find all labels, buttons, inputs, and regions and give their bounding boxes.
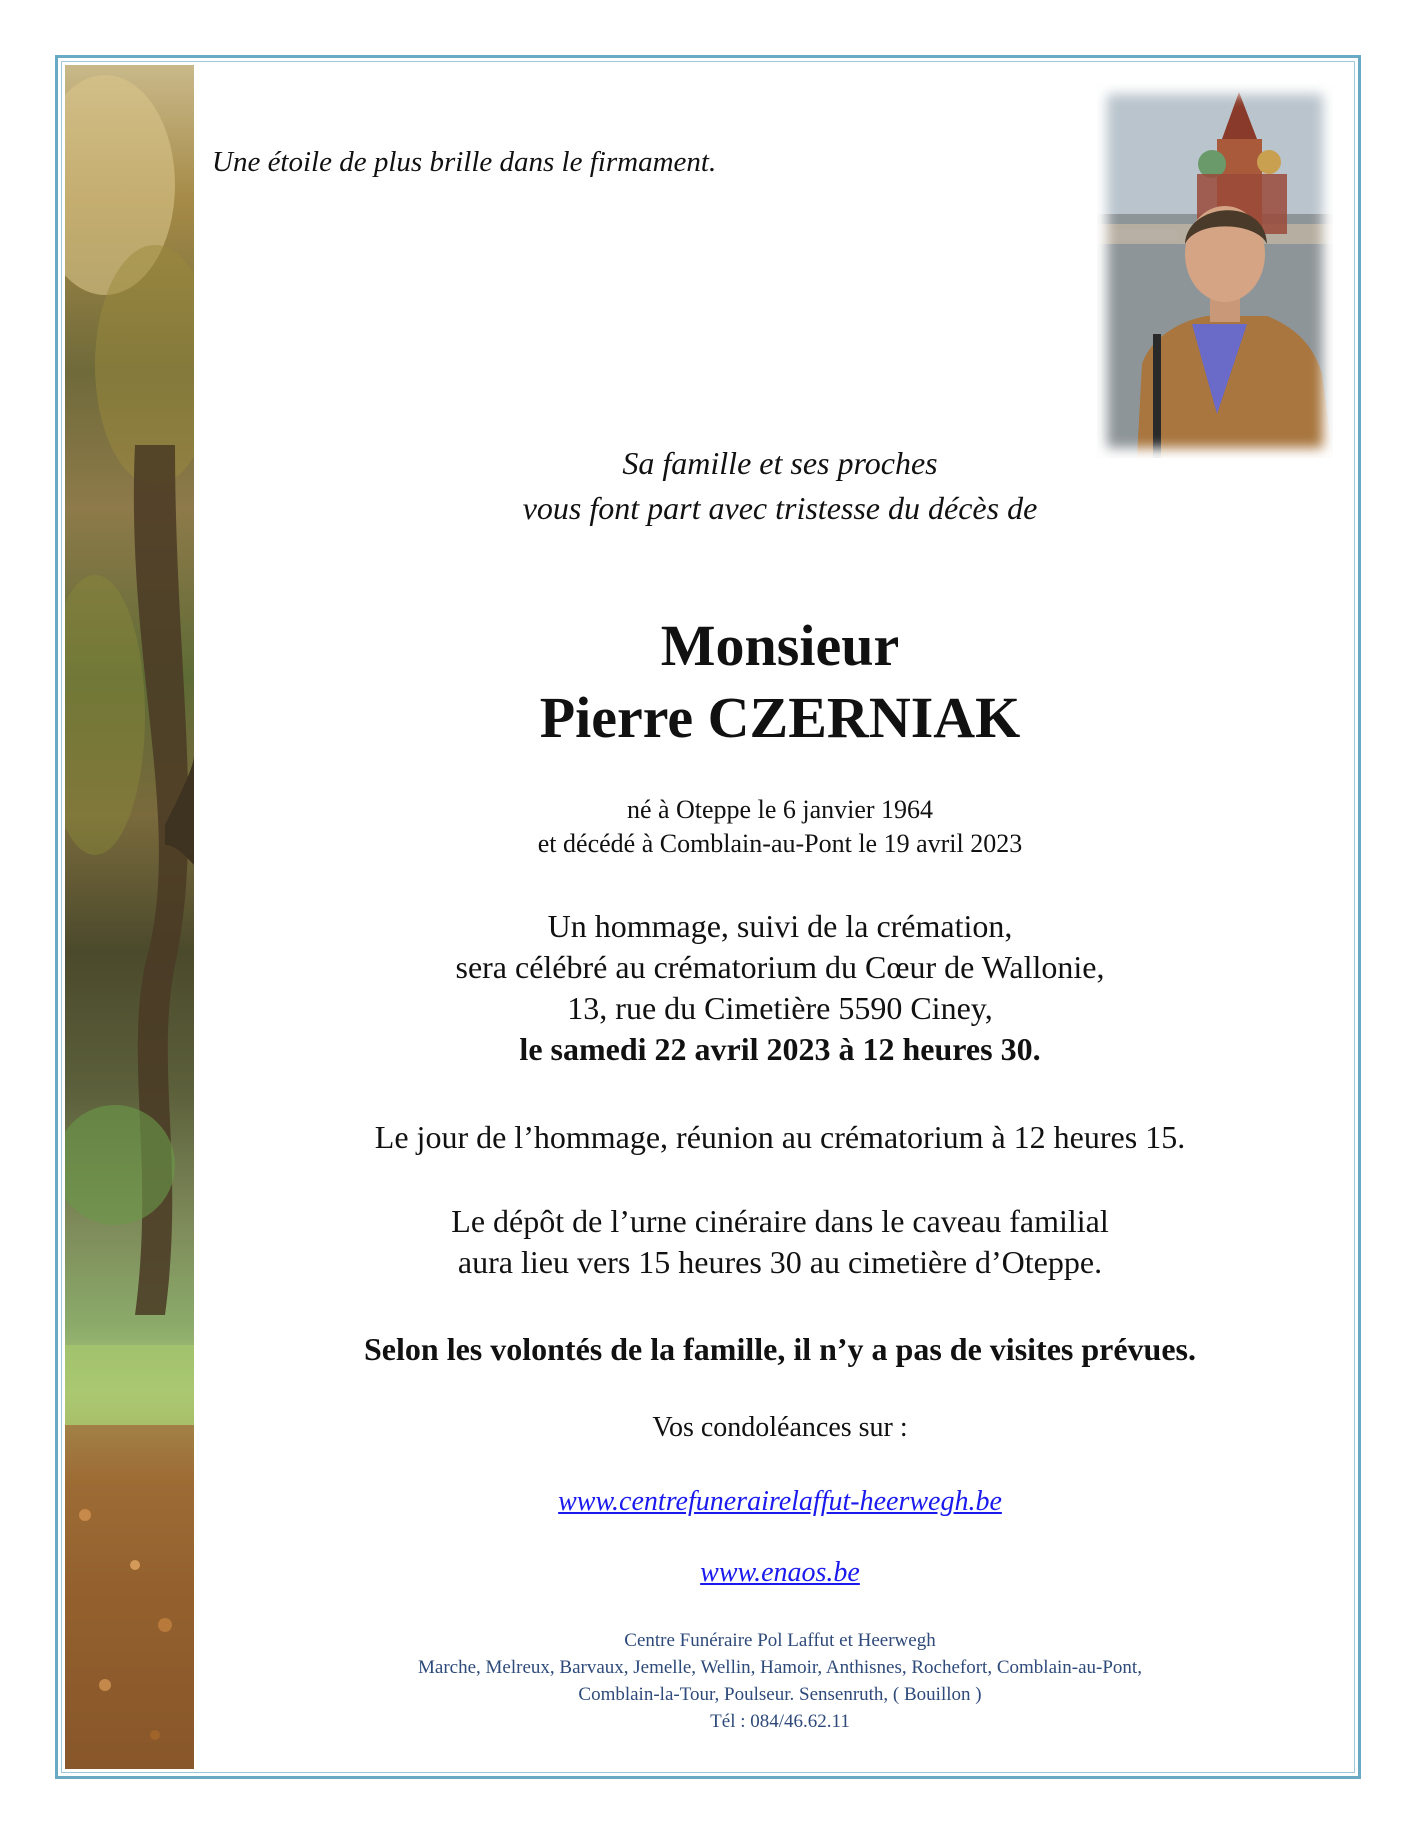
condolences-link-container <box>260 1484 1300 1524</box>
funeral-center-link[interactable]: www.centrefunerairelaffut-heerwegh.be <box>558 1486 1002 1517</box>
deceased-title: Monsieur <box>660 613 900 678</box>
ceremony-line-1: Un hommage, suivi de la crémation, <box>547 908 1013 944</box>
birth-line: né à Oteppe le 6 janvier 1964 <box>626 795 934 824</box>
enaos-link[interactable]: www.enaos.be <box>700 1557 860 1588</box>
death-line: et décédé à Comblain-au-Pont le 19 avril 2023 <box>537 829 1023 858</box>
portrait-photo <box>1097 84 1333 458</box>
footer-locations-1: Marche, Melreux, Barvaux, Jemelle, Wellin, Hamoir, Anthisnes, Rochefort, Comblain-au-Pont, <box>418 1657 1142 1678</box>
life-dates <box>260 793 1300 861</box>
ceremony-date: le samedi 22 avril 2023 à 12 heures 30. <box>519 1031 1041 1067</box>
footer-phone: Tél : 084/46.62.11 <box>710 1711 850 1732</box>
ceremony-details <box>260 906 1300 1070</box>
footer-locations-2: Comblain-la-Tour, Poulseur. Sensenruth, ( Bouillon ) <box>578 1684 982 1705</box>
urn-line-2: aura lieu vers 15 heures 30 au cimetière d’Oteppe. <box>457 1244 1103 1280</box>
ceremony-address: 13, rue du Cimetière 5590 Ciney, <box>567 990 993 1026</box>
opening-quote: Une étoile de plus brille dans le firmament. <box>212 146 717 178</box>
ceremony-line-2: sera célébré au crématorium du Cœur de Wallonie, <box>455 949 1105 985</box>
urn-line-1: Le dépôt de l’urne cinéraire dans le caveau familial <box>451 1203 1109 1239</box>
enaos-link-container <box>260 1555 1300 1595</box>
visits-notice: Selon les volontés de la famille, il n’y a pas de visites prévues. <box>364 1331 1196 1367</box>
reunion-info: Le jour de l’hommage, réunion au crématorium à 12 heures 15. <box>374 1119 1186 1155</box>
autumn-tree-side-image <box>65 65 194 1769</box>
announcement-intro <box>300 441 1260 531</box>
footer-company: Centre Funéraire Pol Laffut et Heerwegh <box>624 1630 936 1651</box>
condolences-label: Vos condoléances sur : <box>652 1412 908 1443</box>
intro-line-2: vous font part avec tristesse du décès de <box>522 490 1038 526</box>
deceased-name: Pierre CZERNIAK <box>539 685 1021 750</box>
urn-deposit-info <box>260 1201 1300 1283</box>
funeral-home-footer <box>260 1627 1300 1735</box>
intro-line-1: Sa famille et ses proches <box>622 445 938 481</box>
